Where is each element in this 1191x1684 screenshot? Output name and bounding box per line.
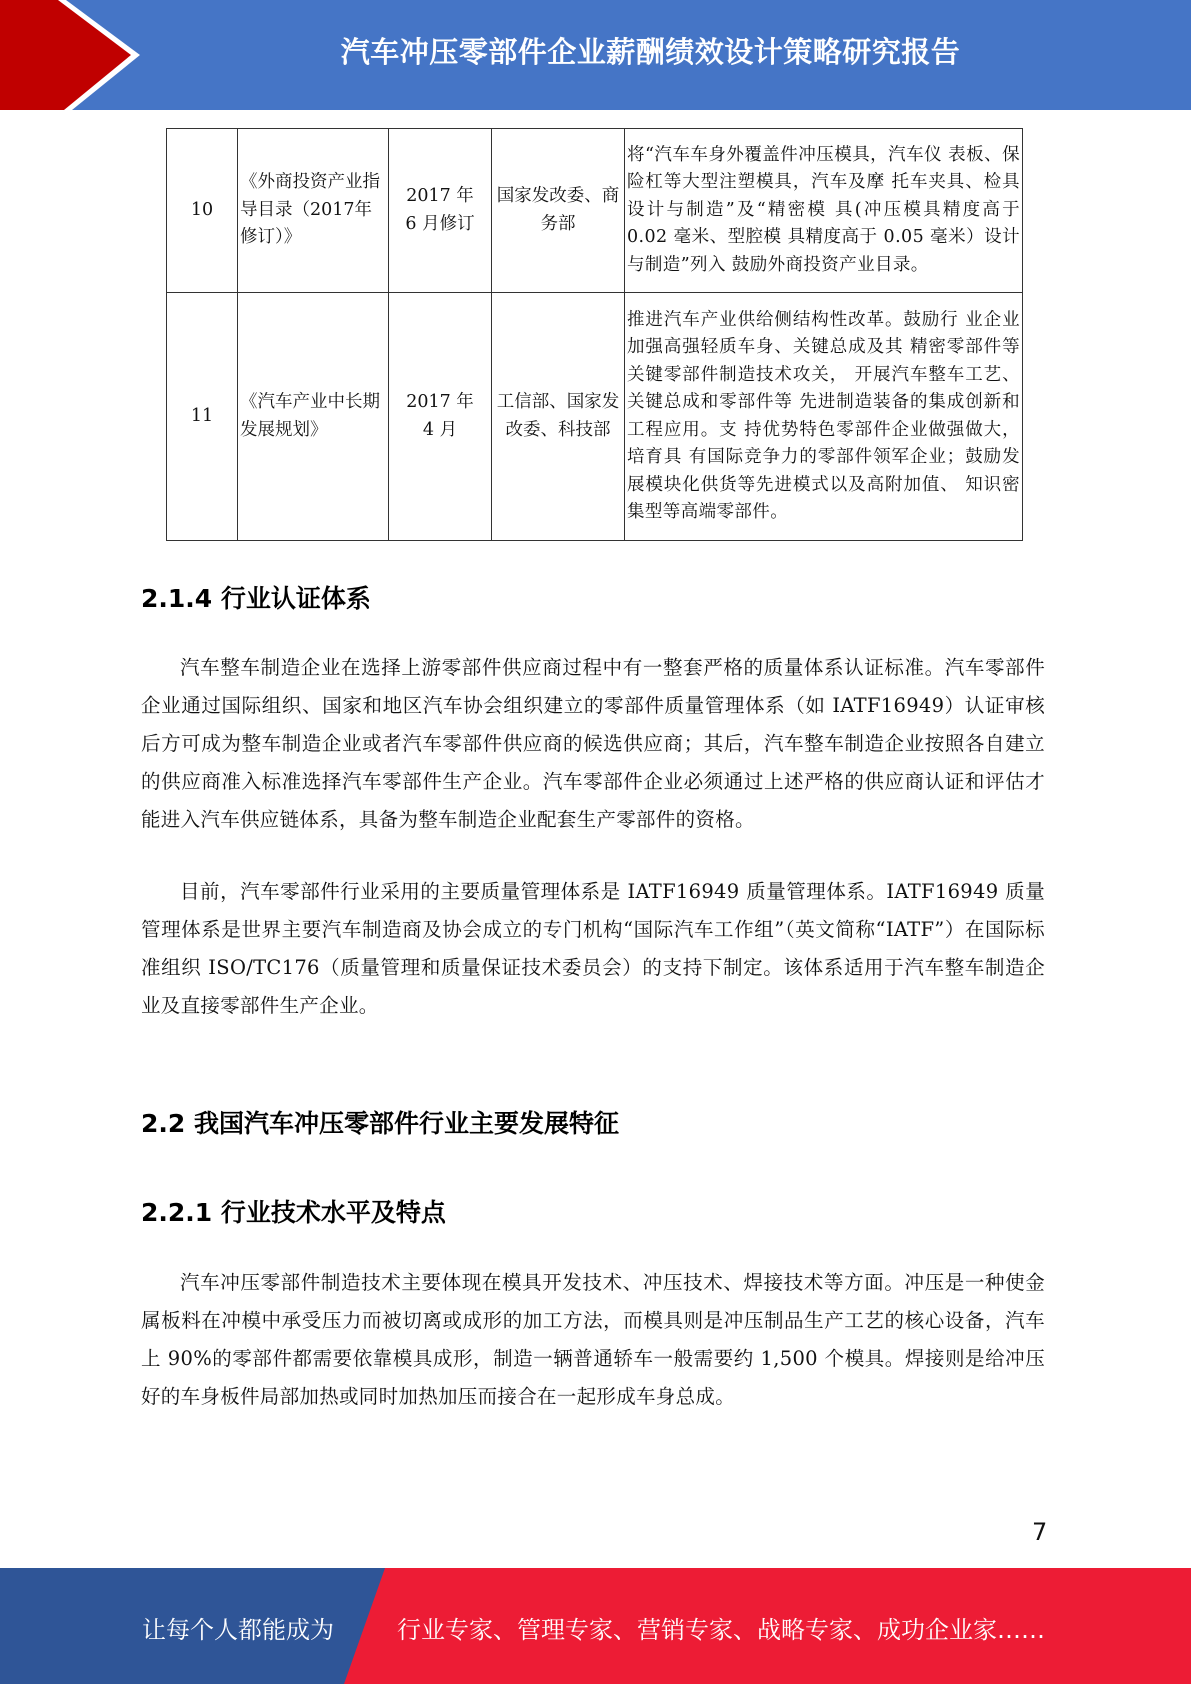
paragraph: 汽车整车制造企业在选择上游零部件供应商过程中有一整套严格的质量体系认证标准。汽车零部件企业通过国际组织、国家和地区汽车协会组织建立的零部件质量管理体系（如 IATF16949）认证审核后方可成为整车制造企业或者汽车零部件供应商的候选供应商；其后，汽车整车制造企业按照各自建立的供应商准入标准选择汽车零部件生产企业。汽车零部件企业必须通过上述严格的供应商认证和评估才能进入汽车供应链体系，具备为整车制造企业配套生产零部件的资格。 <box>141 656 1045 831</box>
issuing-department: 国家发改委、商务部 <box>492 129 625 293</box>
date-line-1: 2017 年 <box>406 186 474 206</box>
policy-description: 将“汽车车身外覆盖件冲压模具，汽车仪 表板、保险杠等大型注塑模具，汽车及摩 托车夹具、检具设计与制造”及“精密模 具(冲压模具精度高于 0.02 毫米、型腔模 具精度高于 0.05 毫米）设计与制造”列入 鼓励外商投资产业目录。 <box>625 129 1023 293</box>
date-line-2: 4 月 <box>422 419 458 440</box>
paragraph: 汽车冲压零部件制造技术主要体现在模具开发技术、冲压技术、焊接技术等方面。冲压是一种使金属板料在冲模中承受压力而被切离或成形的加工方法，而模具则是冲压制品生产工艺的核心设备，汽车上 90%的零部件都需要依靠模具成形，制造一辆普通轿车一般需要约 1,500 个模具。焊接则是给冲压好的车身板件局部加热或同时加热加压而接合在一起形成车身总成。 <box>141 1271 1045 1408</box>
footer-slogan-right: 行业专家、管理专家、营销专家、战略专家、成功企业家…… <box>397 1616 1045 1644</box>
policy-description: 推进汽车产业供给侧结构性改革。鼓励行 业企业加强高强轻质车身、关键总成及其 精密零部件等关键零部件制造技术攻关， 开展汽车整车工艺、关键总成和零部件等 先进制造装备的集成创新和工程应用。支 持优势特色零部件企业做强做大，培育具 有国际竞争力的零部件领军企业；鼓励发 展模块化供货等先进模式以及高附加值、 知识密集型等高端零部件。 <box>625 293 1023 541</box>
section-heading-2-1-4: 2.1.4 行业认证体系 <box>141 584 371 613</box>
section-heading-2-2-1: 2.2.1 行业技术水平及特点 <box>141 1198 446 1227</box>
report-title: 汽车冲压零部件企业薪酬绩效设计策略研究报告 <box>340 35 961 69</box>
date-line-1: 2017 年 <box>406 392 474 412</box>
policy-table <box>166 128 1023 541</box>
policy-date <box>389 293 492 541</box>
section-heading-2-2: 2.2 我国汽车冲压零部件行业主要发展特征 <box>141 1109 619 1138</box>
page-number: 7 <box>1032 1518 1048 1546</box>
page-header <box>0 0 1191 110</box>
date-line-2: 6 月修订 <box>405 213 475 234</box>
paragraph: 目前，汽车零部件行业采用的主要质量管理体系是 IATF16949 质量管理体系。IATF16949 质量管理体系是世界主要汽车制造商及协会成立的专门机构“国际汽车工作组”（英文简称“IATF”）在国际标准组织 ISO/TC176（质量管理和质量保证技术委员会）的支持下制定。该体系适用于汽车整车制造企业及直接零部件生产企业。 <box>141 880 1045 1017</box>
table-row <box>167 129 1023 293</box>
row-number: 11 <box>167 293 238 541</box>
row-number: 10 <box>167 129 238 293</box>
policy-name: 《外商投资产业指导目录（2017年修订）》 <box>238 129 389 293</box>
policy-date <box>389 129 492 293</box>
page-footer <box>0 1568 1191 1684</box>
policy-name: 《汽车产业中长期发展规划》 <box>238 293 389 541</box>
table-row <box>167 293 1023 541</box>
footer-slogan-left: 让每个人都能成为 <box>142 1616 334 1644</box>
issuing-department: 工信部、国家发改委、科技部 <box>492 293 625 541</box>
